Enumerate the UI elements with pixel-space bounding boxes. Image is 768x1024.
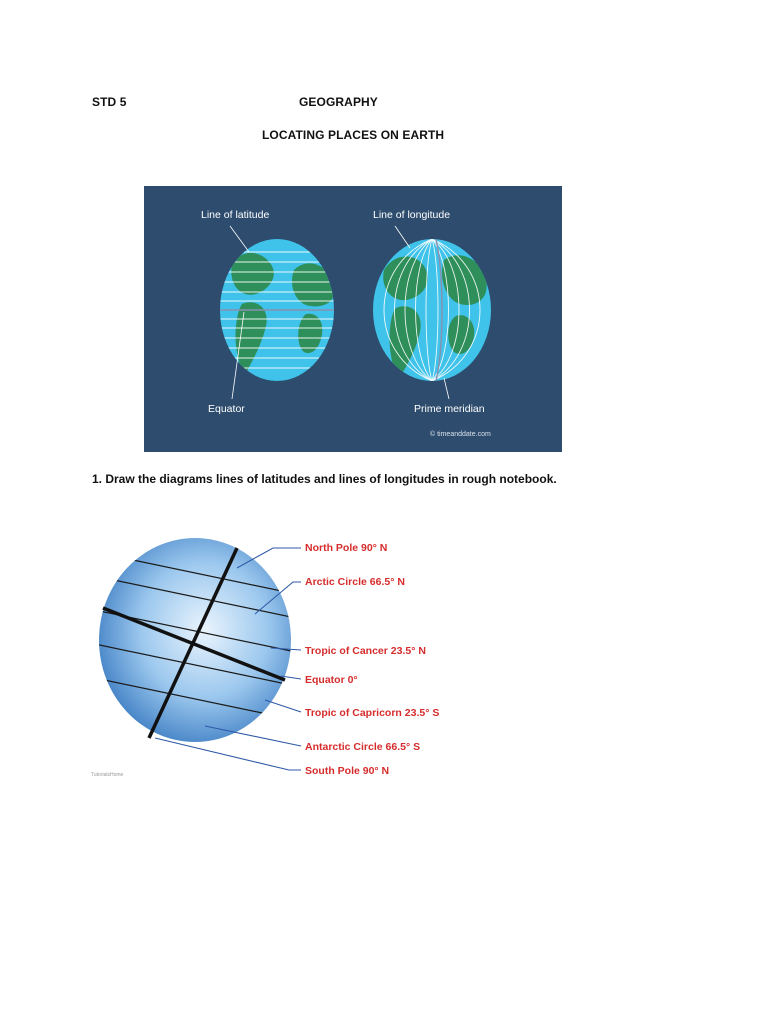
tropic-of-cancer-label: Tropic of Cancer 23.5° N	[305, 645, 426, 657]
north-pole-label: North Pole 90° N	[305, 542, 388, 554]
line-of-longitude-label: Line of longitude	[373, 209, 451, 221]
subject-title: GEOGRAPHY	[299, 95, 378, 109]
tropic-of-capricorn-label: Tropic of Capricorn 23.5° S	[305, 707, 440, 719]
line-of-latitude-label: Line of latitude	[201, 209, 270, 221]
figure-background	[144, 186, 562, 452]
prime-meridian-label: Prime meridian	[414, 403, 485, 415]
class-label: STD 5	[92, 95, 127, 109]
equator-label: Equator 0°	[305, 674, 358, 686]
latitude-longitude-diagram	[144, 186, 562, 452]
instruction-text: 1. Draw the diagrams lines of latitudes and lines of longitudes in rough notebook.	[92, 472, 557, 486]
arctic-circle-label: Arctic Circle 66.5° N	[305, 576, 405, 588]
watermark: TutorialsHome	[91, 772, 124, 778]
topic-title: LOCATING PLACES ON EARTH	[262, 128, 445, 142]
south-pole-label: South Pole 90° N	[305, 765, 390, 777]
image-credit: © timeanddate.com	[430, 431, 491, 438]
parallels-diagram	[85, 528, 465, 790]
equator-label: Equator	[208, 403, 245, 415]
antarctic-circle-label: Antarctic Circle 66.5° S	[305, 741, 421, 753]
earth-sphere	[85, 538, 315, 742]
